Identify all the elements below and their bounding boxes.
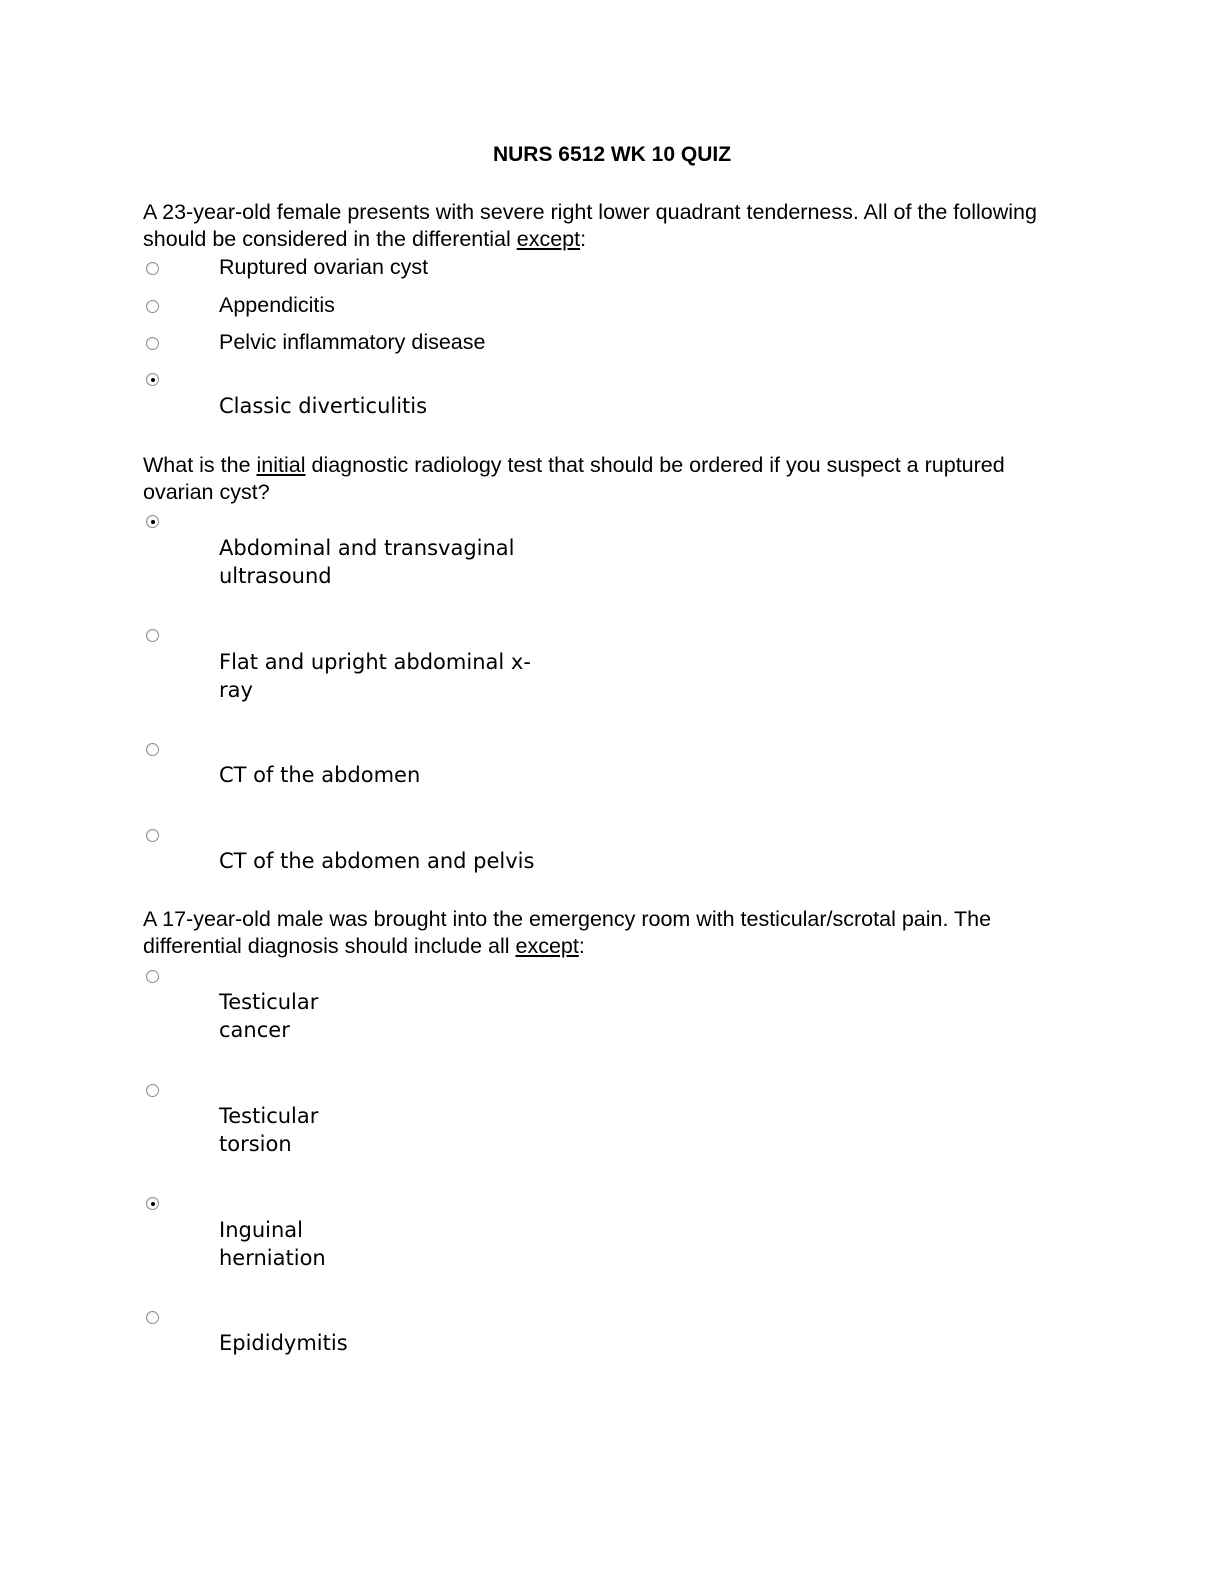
- radio-q1-option-3[interactable]: [146, 337, 159, 350]
- option-label-line: Inguinal: [219, 1218, 303, 1242]
- option-label-line: Abdominal and transvaginal: [219, 536, 515, 560]
- question-text-before: A 23-year-old female presents with severe right lower quadrant tenderness. All of the following should be considered in the differential: [143, 200, 1037, 251]
- option-label-line: Testicular: [219, 1104, 319, 1128]
- radio-q2-option-3[interactable]: [146, 743, 159, 756]
- option-label-q1-3: Pelvic inflammatory disease: [219, 330, 486, 354]
- option-label-q2-2: [219, 648, 531, 704]
- option-label-line: torsion: [219, 1132, 292, 1156]
- emphasis-underlined: initial: [256, 453, 306, 477]
- radio-q3-option-3[interactable]: [146, 1197, 159, 1210]
- radio-q2-option-1[interactable]: [146, 515, 159, 528]
- option-label-line: Testicular: [219, 990, 319, 1014]
- option-label-q3-4: Epididymitis: [219, 1331, 348, 1355]
- question-text-before: A 17-year-old male was brought into the emergency room with testicular/scrotal pain. The differential diagnosis should include all: [143, 907, 992, 958]
- option-label-q3-3: [219, 1216, 326, 1272]
- option-label-q2-4: CT of the abdomen and pelvis: [219, 849, 535, 873]
- radio-q3-option-1[interactable]: [146, 970, 159, 983]
- option-label-q1-2: Appendicitis: [219, 293, 335, 317]
- option-label-q3-1: [219, 988, 318, 1044]
- question-text-after: :: [580, 227, 587, 251]
- option-label-line: cancer: [219, 1018, 290, 1042]
- radio-q2-option-4[interactable]: [146, 829, 159, 842]
- option-label-line: ray: [219, 678, 253, 702]
- option-label-q2-3: CT of the abdomen: [219, 763, 421, 787]
- radio-q3-option-2[interactable]: [146, 1084, 159, 1097]
- radio-q3-option-4[interactable]: [146, 1311, 159, 1324]
- option-label-q1-4: Classic diverticulitis: [219, 394, 428, 418]
- option-label-q2-1: [219, 534, 515, 590]
- option-label-line: herniation: [219, 1246, 326, 1270]
- emphasis-underlined: except: [516, 227, 581, 251]
- radio-q1-option-4[interactable]: [146, 373, 159, 386]
- quiz-title: NURS 6512 WK 10 QUIZ: [492, 143, 732, 166]
- question-text-after: :: [578, 934, 585, 958]
- question-3-text: [143, 906, 1043, 960]
- question-text-before: What is the: [143, 453, 257, 477]
- question-1-text: [143, 199, 1043, 253]
- radio-q1-option-1[interactable]: [146, 262, 159, 275]
- question-text-after: diagnostic radiology test that should be ordered if you suspect a ruptured ovarian cyst?: [143, 453, 1005, 504]
- radio-q1-option-2[interactable]: [146, 300, 159, 313]
- emphasis-underlined: except: [515, 934, 579, 958]
- option-label-line: Flat and upright abdominal x-: [219, 650, 531, 674]
- question-2-text: [143, 452, 1043, 506]
- option-label-q1-1: Ruptured ovarian cyst: [219, 255, 429, 279]
- option-label-q3-2: [219, 1102, 318, 1158]
- radio-q2-option-2[interactable]: [146, 629, 159, 642]
- option-label-line: ultrasound: [219, 564, 332, 588]
